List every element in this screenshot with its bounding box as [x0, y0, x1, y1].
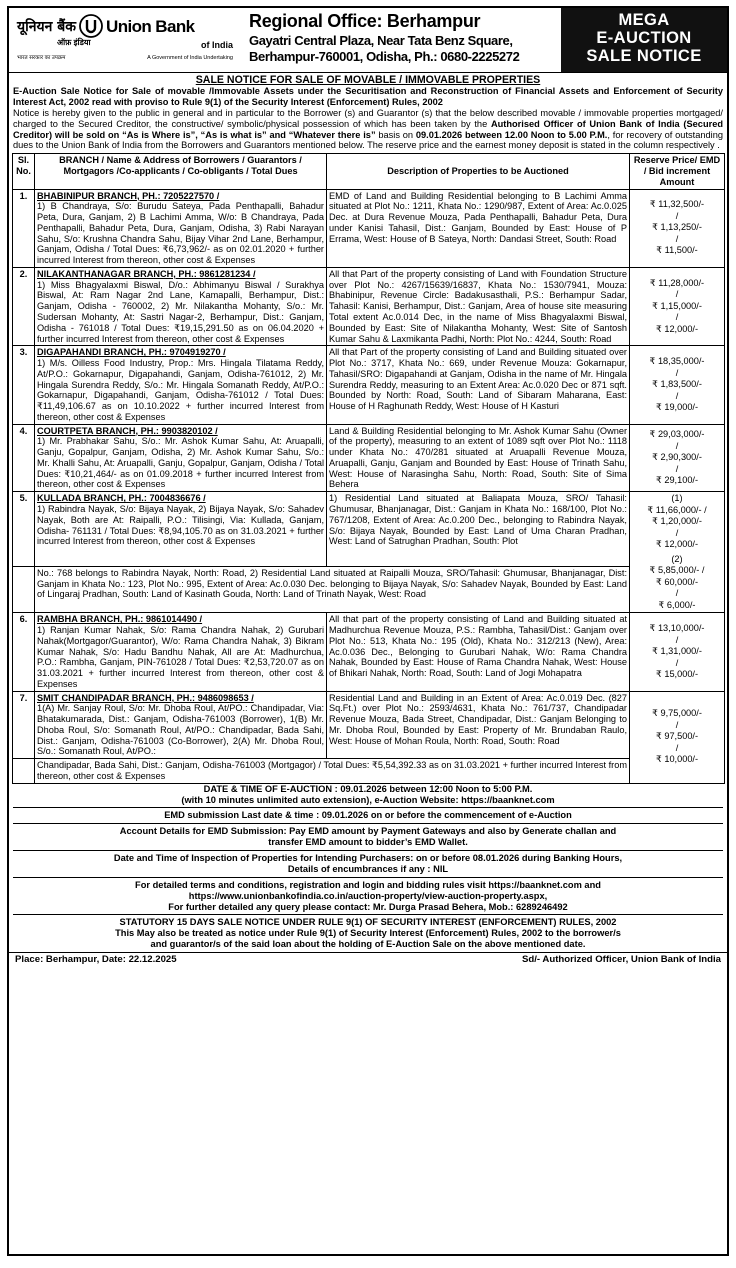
col-description: Description of Properties to be Auctioned	[327, 154, 630, 189]
statutory-text-2: and guarantor/s of the said loan about the holding of E-Auction Sale on the above mentioned date.	[150, 939, 586, 950]
borrower-details: 1) B Chandraya, S/o: Burudu Sateya, Pada Penthapalli, Bahadur Peta, Dura, Ganjam, 2) B Lachimi Amma, W/o: B Chandraya, Pada Penthapalli, Bahadur Peta, Dura, Ganjam, Odisha, 3) Rabi Narayan Sahu, S/o: Krushna Chandra Sahu, Bijay Vihar 2nd Lane, Berhampur, Ganjam, Odisha / Total Dues: ₹6,73,962/- as on 02.01.2020 + further incurred Interest from thereon, other cost & Expenses	[37, 201, 324, 266]
auction-website: (with 10 minutes unlimited auto extension), e-Auction Website: https://baanknet.com	[181, 794, 555, 805]
table-header-row	[13, 154, 725, 189]
place-date: Place: Berhampur, Date: 22.12.2025	[15, 954, 177, 966]
badge-line-2: E-AUCTION	[596, 29, 692, 47]
reserve-price-cell: ₹ 13,10,000/- / ₹ 1,31,000/- / ₹ 15,000/-	[630, 613, 725, 691]
regional-office	[241, 8, 561, 72]
borrower-details-continued: Chandipadar, Bada Sahi, Dist.: Ganjam, Odisha-761003 (Mortgagor) / Total Dues: ₹5,54,392.33 as on 31.03.2021 + further incurred Interest from thereon, other cost & Expenses	[35, 759, 630, 784]
header	[9, 8, 727, 73]
account-details-2: transfer EMD amount to bidder’s EMD Wallet.	[268, 837, 468, 848]
mega-auction-badge	[561, 8, 727, 72]
table-row	[13, 613, 725, 691]
tagline-hindi: भारत सरकार का उपक्रम	[17, 55, 66, 62]
branch-name: COURTPETA BRANCH, PH.: 9903820102 /	[37, 425, 218, 436]
property-description: Residential Land and Building in an Extent of Area: Ac.0.019 Dec. (827 Sq.Ft.) over Plot No.: 2593/4631, Khata No.: 761/737, Chandipadar Revenue Mouza, Bada Street, Chandipadar, Dist.: Ganjam Belonging to Mr. Dhoba Roul, Bounded by East: Property of Mr. Brundaban Raulo, West: House of Mohan Roula, North: Road, South: Road	[327, 691, 630, 759]
office-title: Regional Office: Berhampur	[249, 11, 481, 31]
row-borrower-cell	[35, 424, 327, 492]
intro-heading: E-Auction Sale Notice for Sale of movable /Immovable Assets under the Securitisation and Reconstruction of Financial Assets and Enforcement of Security Interest Act, 2002 read with proviso to Rule 9(1) of the Security Interest (Enforcement) Rules, 2002	[13, 86, 723, 108]
property-description: All that part of the property consisting of Land and Building situated at Madhurchua Revenue Mouza, P.S.: Rambha, Tahasil/Dist.: Ganjam over Plot No.: 513, Khata No.: 195 (Old), Khata No.: 312/213 (New), Area: Ac.0.036 Dec., Belonging to Gurubari Nahak, W/o: Rama Chandra Nahak, Bounded by East: House of Rama Chandra Nahak, West: House of Bhikari Nahak, North: Road, South: Land of Jogi Mohapatra	[327, 613, 630, 691]
office-address-2: Berhampur-760001, Odisha, Ph.: 0680-2225272	[249, 49, 520, 65]
property-description: Land & Building Residential belonging to Mr. Ashok Kumar Sahu (Owner of the property), measuring to an extent of 1089 sqft over Plot No.: 1118 under Khata No.: 470/281 situated at Aruapalli Revenue Mouza, Aruapalli, Ganju, Ganjam and Bounded by East: House of Trinath Sahu, West: House of Narasingha Sahu, North: Road, South: Site of Sima Behera	[327, 424, 630, 492]
statutory-heading: STATUTORY 15 DAYS SALE NOTICE UNDER RULE 9(1) OF SECURITY INTEREST (ENFORCEMENT) RULES, 2002	[119, 917, 617, 928]
reserve-price-cell: ₹ 11,28,000/- / ₹ 1,15,000/- / ₹ 12,000/-	[630, 267, 725, 345]
branch-name: BHABINIPUR BRANCH, PH.: 7205227570 /	[37, 190, 220, 201]
terms-details-1: For detailed terms and conditions, registration and login and bidding rules visit https://baanknet.com and	[135, 879, 601, 890]
col-price: Reserve Price/ EMD / Bid increment Amount	[630, 154, 725, 189]
row-borrower-cell	[35, 189, 327, 267]
tagline-english: A Government of India Undertaking	[147, 55, 233, 62]
borrower-details: 1(A) Mr. Sanjay Roul, S/o: Mr. Dhoba Roul, At/PO.: Chandipadar, Via: Bhatakumarada, Dist.: Ganjam, Odisha-761003 (Borrower), 1(B) Mr. Dhoba Roul, S/o: Somanath Roul, At/PO.: Chandipadar, Bada Sahi, Dist.: Ganjam, Odisha-761003 (Co-Borrower), 2(A) Mr. Dhoba Roul, S/o.: Somanath Roul, At/PO.:	[37, 703, 324, 757]
intro	[9, 86, 727, 151]
sale-title: SALE NOTICE FOR SALE OF MOVABLE / IMMOVABLE PROPERTIES	[195, 74, 541, 86]
bank-logo	[9, 8, 241, 72]
row-borrower-cell	[35, 691, 327, 759]
col-sl-no: Sl. No.	[13, 154, 35, 189]
table-row	[13, 424, 725, 492]
account-details-1: Account Details for EMD Submission: Pay EMD amount by Payment Gateways and also by Generate challan and	[119, 826, 617, 837]
office-address-1: Gayatri Central Plaza, Near Tata Benz Square,	[249, 33, 513, 49]
logo-english: Union Bank	[106, 17, 195, 37]
row-borrower-cell	[35, 492, 327, 567]
table-row	[13, 267, 725, 345]
property-description: EMD of Land and Building Residential belonging to B Lachimi Amma situated at Plot No.: 1211, Khata No.: 1290/987, Extent of Area: Ac.0.025 Dec. at Dura Revenue Mouza, Pada Penthapalli, Bahadur Peta, Dura under Kanisi Tahasil, Dist.: Ganjam, Bounded by East: House of P Errama, West: House of B Sateya, North: Dandasi Street, South: Road	[327, 189, 630, 267]
contact-details: For further detailed any query please contact: Mr. Durga Prasad Behera, Mob.: 6289246492	[168, 901, 568, 912]
branch-name: NILAKANTHANAGAR BRANCH, PH.: 9861281234 /	[37, 268, 256, 279]
borrower-details: 1) Miss Bhagyalaxmi Biswal, D/o.: Abhimanyu Biswal / Surakhya Biswal, At: Ram Nagar 2nd Lane, Kamapalli, Berhampur, Dist.: Ganjam, Odisha - 760002, 2) Mr. Nilakantha Mohanty, S/o.: Mr. Sudersan Mohanty, At: Sastri Nagar-2, Berhampur, Dist.: Ganjam, Odisha - 761018 / Total Dues: ₹19,15,291.50 as on 06.04.2020 + further incurred Interest from thereon, other cost & Expenses	[37, 279, 324, 344]
row-borrower-cell	[35, 267, 327, 345]
property-description: 1) Residential Land situated at Baliapata Mouza, SRO/ Tahasil: Ghumusar, Bhanjanagar, Dist.: Ganjam in Khata No.: 168/100, Plot No.: 767/1208, Extent of Area: Ac.0.200 Dec., belonging to Rabindra Nayak, S/o: Bijaya Nayak, Bounded by East: Land of Uma Charan Pradhan, West: Land of Satrughan Pradhan, South: Plot	[327, 492, 630, 567]
property-description: All that Part of the property consisting of Land and Building situated over Plot No.: 3717, Khata No.: 669, under Revenue Mouza: Gokarnapur, Tahasil/SRO: Digapahandi at Ganjam, Odisha in the name of Mr. Hingala Surendra Reddy, measuring to an Extent Area: Ac.0.020 Dec or 871 sqft. Bounded by North: Road, South: Land of Sibaram Maharana, East: House of H Raghunath Reddy, West: House of H Kasturi	[327, 346, 630, 424]
table-row-continuation	[13, 759, 725, 784]
borrower-details: 1) Rabindra Nayak, S/o: Bijaya Nayak, 2) Bijaya Nayak, S/o: Sahadev Nayak, Both are At: Raipalli, P.O.: Tilisingi, Via: Kullada, Ganjam, Odisha- 761131 / Total Dues: ₹8,94,105.70 as on 31.03.2021 + further incurred Interest from thereon, other cost & Expenses	[37, 504, 324, 547]
row-borrower-cell	[35, 346, 327, 424]
table-row-continuation	[13, 566, 725, 612]
auction-date-time: DATE & TIME OF E-AUCTION : 09.01.2026 between 12:00 Noon to 5:00 P.M.	[203, 783, 533, 794]
branch-name: SMIT CHANDIPADAR BRANCH, PH.: 9486098653 /	[37, 692, 254, 703]
inspection-details-1: Date and Time of Inspection of Properties for Intending Purchasers: on or before 08.01.2026 during Banking Hours,	[113, 853, 623, 864]
reserve-price-cell: ₹ 11,32,500/- / ₹ 1,13,250/- / ₹ 11,500/-	[630, 189, 725, 267]
row-sl: 6.	[13, 613, 35, 691]
table-row	[13, 346, 725, 424]
property-description-continued: No.: 768 belongs to Rabindra Nayak, North: Road, 2) Residential Land situated at Raipalli Mouza, SRO/Tahasil: Ghumusar, Bhanjanagar, Dist: Ganjam in Khata No.: 123, Plot No.: 995, Extent of Area: Ac.0.030 Dec. belonging to Bijaya Nayak, S/o: Sahadev Nayak, Bounded by East: Land of Lingaraj Pradhan, South: Land of Kasinath Gouda, North: Land of Trinath Nayak, West: Road	[35, 566, 630, 612]
table-row	[13, 492, 725, 567]
branch-name: RAMBHA BRANCH, PH.: 9861014490 /	[37, 614, 203, 625]
reserve-price-cell: ₹ 29,03,000/- / ₹ 2,90,300/- / ₹ 29,100/-	[630, 424, 725, 492]
row-sl: 3.	[13, 346, 35, 424]
property-description: All that Part of the property consisting of Land with Foundation Structure over Plot No.: 4267/15639/16837, Khata No.: 1530/7941, Mouza: Bhabinipur, Revenue Circle: Badakusasthali, P.S.: Berhampur Sadar, Tahasil: Kanisi, Berhampur, Dist.: Ganjam, Area of house site measuring Total extent Ac.0.014 Dec, in the name of Miss Bhagyalaxmi Biswal, Bounded by East: Site of Nilakantha Mohanty, West: Site of Santosh Kumar Sahu & Laxmikanta Padhi, North: Plot No.: 4244, South: Road	[327, 267, 630, 345]
reserve-price-cell: (1) ₹ 11,66,000/- / ₹ 1,20,000/- / ₹ 12,000/- (2) ₹ 5,85,000/- / ₹ 60,000/- / ₹ 6,000/-	[630, 492, 725, 613]
row-sl: 5.	[13, 492, 35, 567]
logo-hindi: यूनियन बैंक	[17, 19, 77, 36]
inspection-details-2: Details of encumbrances if any : NIL	[287, 863, 449, 874]
col-branch: BRANCH / Name & Address of Borrowers / Guarantors / Mortgagors /Co-applicants / Co-obligants / Total Dues	[35, 154, 327, 189]
badge-line-3: SALE NOTICE	[586, 47, 702, 65]
branch-name: KULLADA BRANCH, PH.: 7004836676 /	[37, 493, 206, 504]
statutory-text-1: This May also be treated as notice under Rule 9(1) of Security Interest (Enforcement) Rules, 2002 to the borrower/s	[115, 928, 621, 939]
union-bank-logo-icon	[79, 14, 103, 41]
terms-details-2: https://www.unionbankofindia.co.in/auction-property/view-auction-property.aspx,	[188, 890, 548, 901]
badge-line-1: MEGA	[618, 11, 670, 29]
row-sl: 2.	[13, 267, 35, 345]
borrower-details: 1) Ranjan Kumar Nahak, S/o: Rama Chandra Nahak, 2) Gurubari Nahak(Mortgagor/Guarantor), W/o: Rama Chandra Nahak, 3) Bikram Kumar Nahak, S/o: Hadu Bandhu Nahak, All are At: Madhurchua, P.O.: Rambha, Ganjam, PIN-761028 / Total Dues: ₹2,53,720.07 as on 31.03.2021 + further incurred Interest from thereon, other cost & Expenses	[37, 625, 324, 689]
borrower-details: 1) Mr. Prabhakar Sahu, S/o.: Mr. Ashok Kumar Sahu, At: Aruapalli, Ganju, Gopalpur, Ganjam, Odisha, 2) Mr. Ashok Kumar Sahu, S/o.: Mr. Khalli Sahu, At: Aruapalli, Ganju, Gopalpur, Ganjam, Odisha / Total Dues: ₹10,21,464/- as on 01.09.2018 + further incurred Interest from thereon, other cost & Expenses	[37, 436, 324, 490]
properties-table	[12, 153, 725, 783]
emd-last-date: EMD submission Last date & time : 09.01.2026 on or before the commencement of e-Auction	[164, 810, 572, 821]
reserve-price-cell: ₹ 9,75,000/- / ₹ 97,500/- / ₹ 10,000/-	[630, 691, 725, 783]
table-row	[13, 691, 725, 759]
intro-body: Notice is hereby given to the public in general and in particular to the Borrower (s) and Guarantor (s) that the below described movable / immovable properties mortgaged/ charged to the Secured Creditor, the constructive/ symbolic/physical possession of which has been taken by the Authorised Officer of Union Bank of India (Secured Creditor) will be sold on “As is Where is”, “As is what is” and “Whatever there is” basis on 09.01.2026 between 12.00 Noon to 5.00 P.M., for recovery of outstanding dues to the Union Bank of India from the Borrowers and Guarantors mentioned below. The reserve price and the earnest money deposit is stated in the column respectively .	[13, 108, 723, 151]
logo-hindi-sub: ऑफ़ इंडिया	[57, 37, 91, 47]
table-row	[13, 189, 725, 267]
borrower-details: 1) M/s. Oilless Food Industry, Prop.: Mrs. Hingala Tilatama Reddy, At/P.O.: Gokarnapur, Digapahandi, Ganjam, Odisha-761012, 2) Mr. Hingala Surendra Reddy, S/o.: Mr. Hingala Somanath Reddy, At/P.O.: Gokarnapur, Digapahandi, Ganjam, Odisha-761012 / Total Dues: ₹11,49,106.67 as on 10.10.2022 + further incurred Interest from thereon, other cost & Expenses	[37, 358, 324, 422]
authorized-signature: Sd/- Authorized Officer, Union Bank of India	[522, 954, 721, 966]
row-sl: 4.	[13, 424, 35, 492]
row-borrower-cell	[35, 613, 327, 691]
row-sl: 1.	[13, 189, 35, 267]
signature-row	[9, 952, 727, 965]
logo-english-sub: of India	[201, 39, 233, 50]
auction-footer	[9, 784, 727, 950]
notice-page	[7, 6, 729, 1256]
row-sl: 7.	[13, 691, 35, 759]
branch-name: DIGAPAHANDI BRANCH, PH.: 9704919270 /	[37, 347, 226, 358]
reserve-price-cell: ₹ 18,35,000/- / ₹ 1,83,500/- / ₹ 19,000/-	[630, 346, 725, 424]
